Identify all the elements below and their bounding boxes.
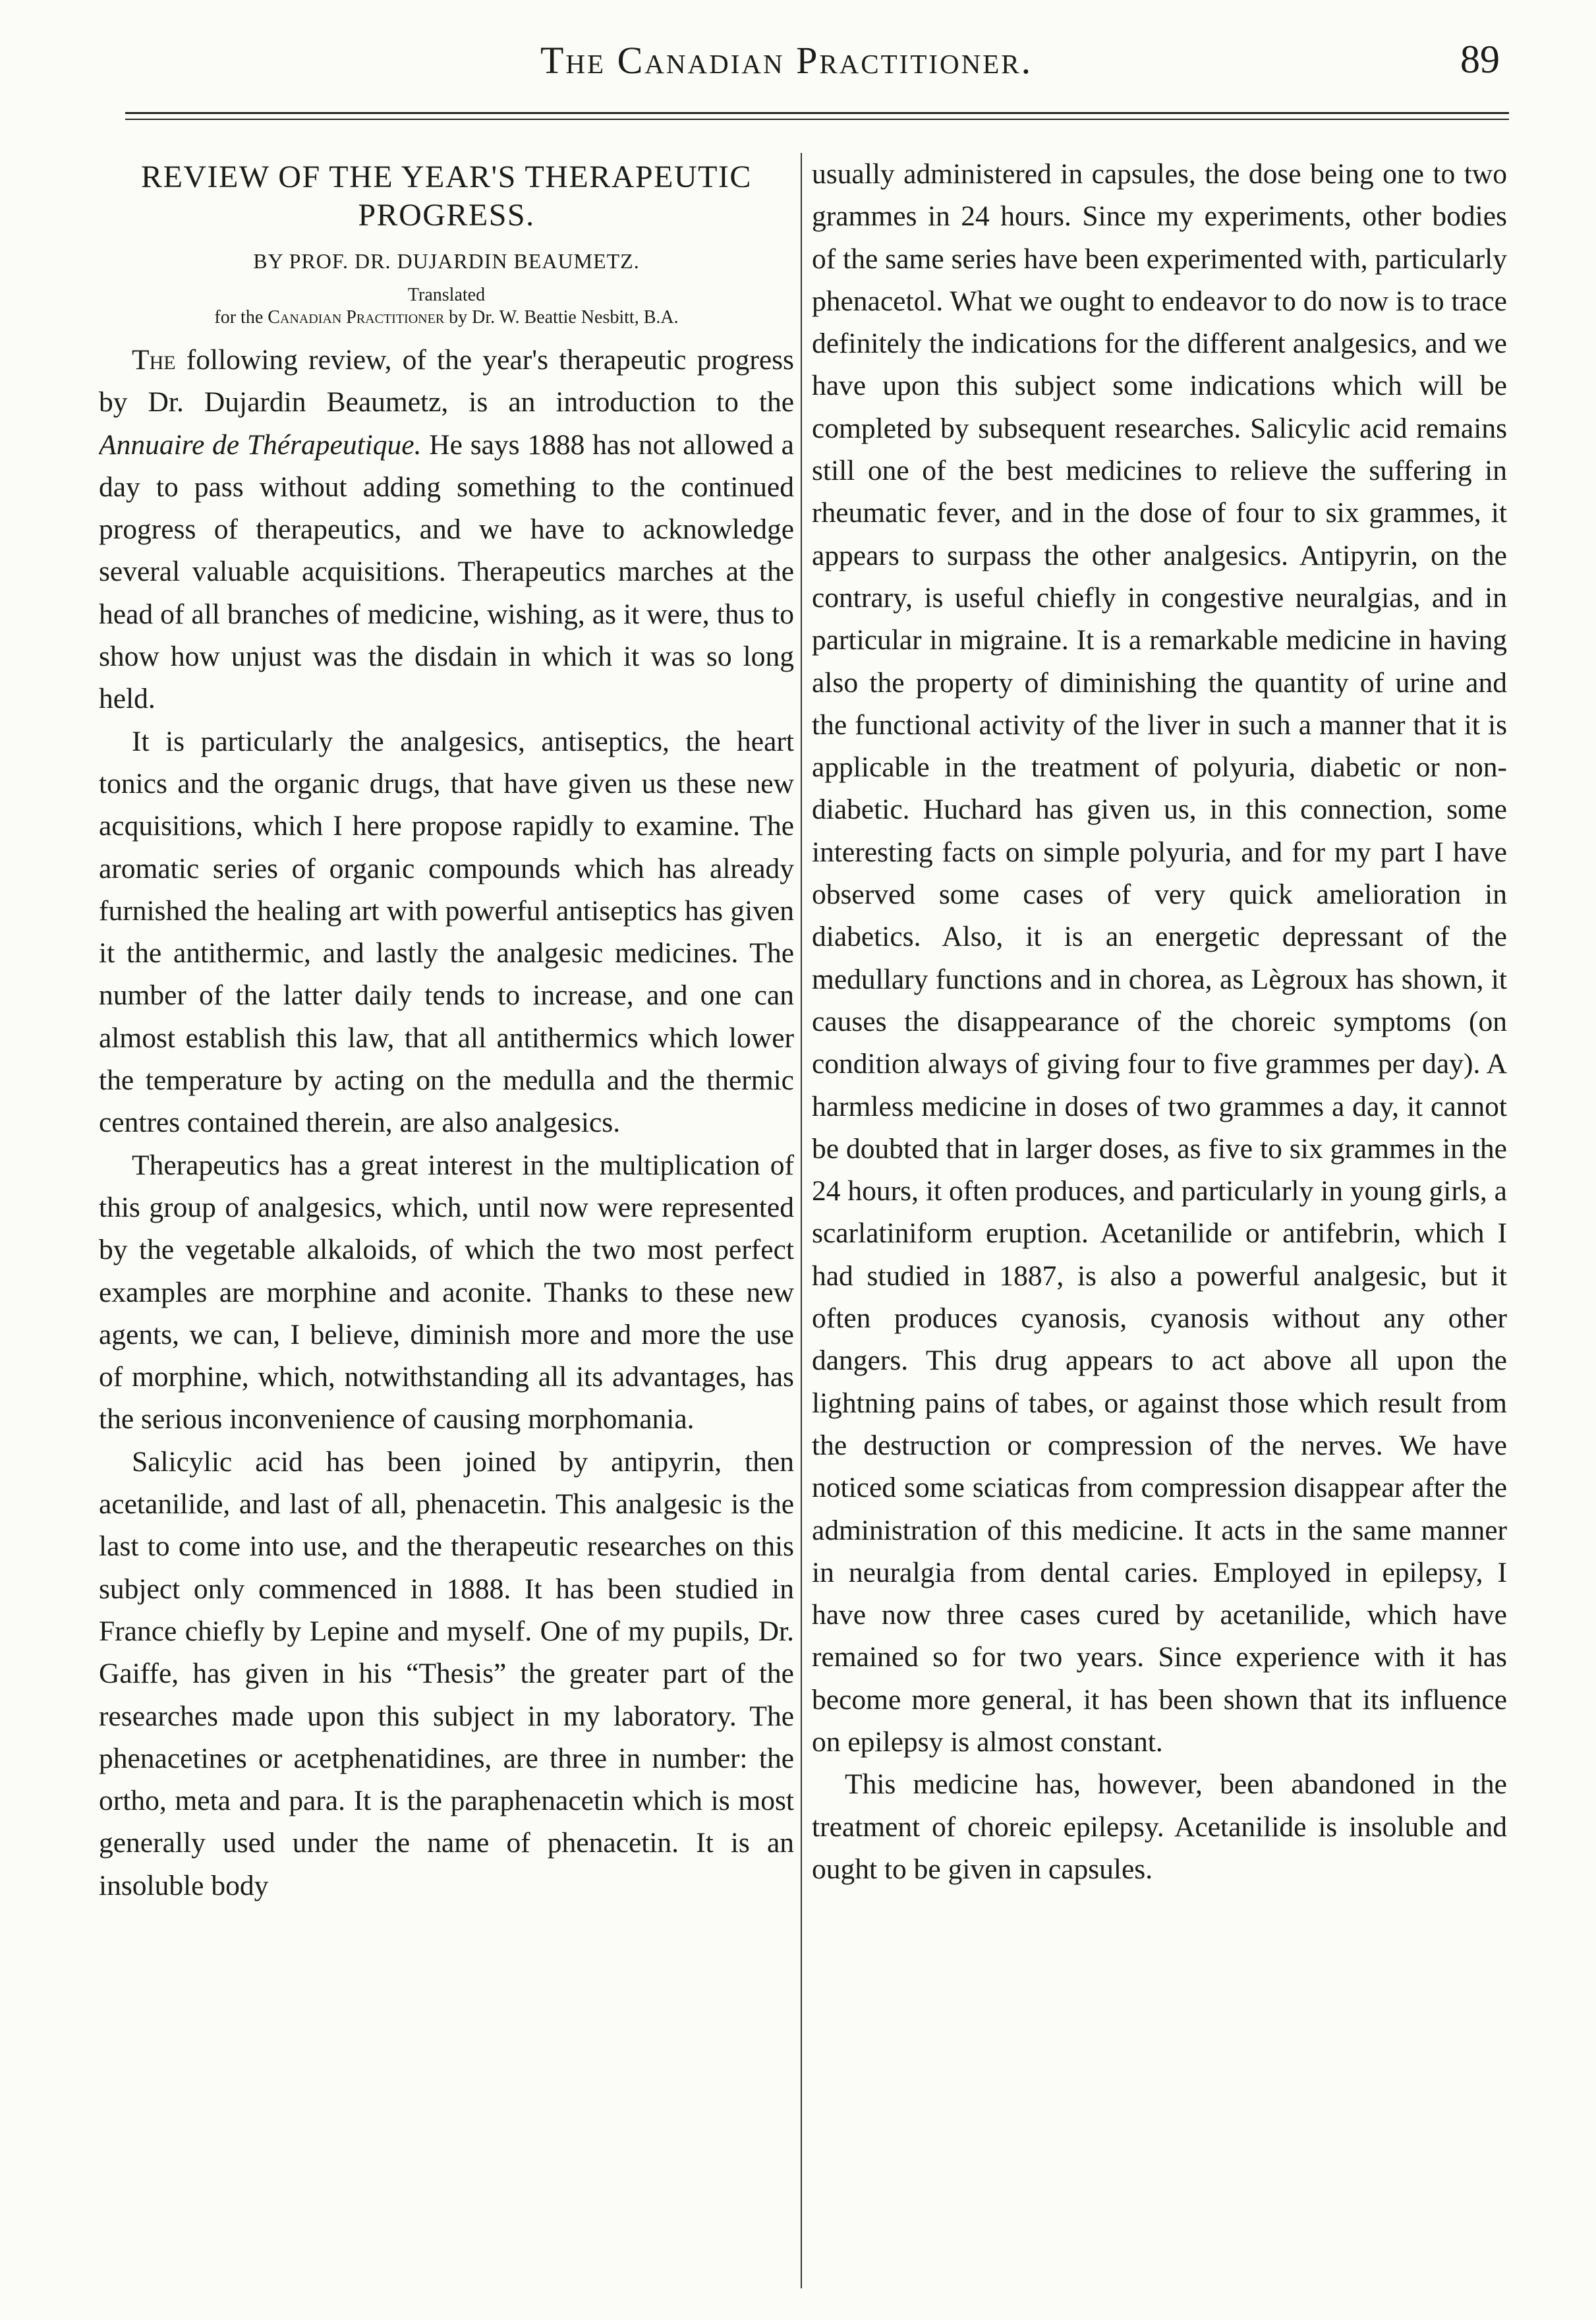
translated-journal: Canadian Practitioner <box>268 307 445 328</box>
header-rule-thick <box>125 112 1509 114</box>
header-rule-thin <box>125 119 1509 120</box>
right-column <box>812 153 1507 2302</box>
paragraph-1-text-a: following review, of the year's therapeutic progress by Dr. Dujardin Beaumetz, is an introduction to the <box>99 344 794 419</box>
left-column <box>99 153 794 2302</box>
translated-prefix: for the <box>214 307 264 328</box>
column-divider <box>801 153 802 2288</box>
paragraph-1-text-b: He says 1888 has not allowed a day to pass without adding something to the continued progress of therapeutics, and we have to acknowledge several valuable acquisitions. Therapeutics marches at the head of all branches of medicine, wishing, as it were, thus to show how unjust was the disdain in which it was so long held. <box>99 428 794 715</box>
translated-label: Translated <box>407 285 486 305</box>
running-head: The Canadian Practitioner. <box>540 39 1033 82</box>
paragraph-2: It is particularly the analgesics, antiseptics, the heart tonics and the organic drugs, that have given us these new acquisitions, which I here propose rapidly to examine. The aromatic series of organic compounds which has already furnished the healing art with powerful antiseptics has given it the antithermic, and lastly the analgesic medicines. The number of the latter daily tends to increase, and one can almost establish this law, that all antithermics which lower the temperature by acting on the medulla and the thermic centres contained therein, are also analgesics. <box>99 725 794 1139</box>
paragraph-1 <box>99 339 794 720</box>
paragraph-4: Salicylic acid has been joined by antipyrin, then acetanilide, and last of all, phenacetin. This analgesic is the last to come into use, and the therapeutic researches on this subject only commenced in 1888. It has been studied in France chiefly by Lepine and myself. One of my pupils, Dr. Gaiffe, has given in his “Thesis” the greater part of the researches made upon this subject in my laboratory. The phenacetines or acetphenatidines, are three in number: the ortho, meta and para. It is the paraphenacetin which is most generally used under the name of phenacetin. It is an insoluble body <box>99 1445 794 1901</box>
paragraph-3: Therapeutics has a great interest in the multiplication of this group of analgesics, which, until now were represented by the vegetable alkaloids, of which the two most perfect examples are morphine and aconite. Thanks to these new agents, we can, I believe, diminish more and more the use of morphine, which, notwithstanding all its advantages, has the serious inconvenience of causing morphomania. <box>99 1149 794 1436</box>
paragraph-5: usually administered in capsules, the dose being one to two grammes in 24 hours. Since my experiments, other bodies of the same series have been experimented with, particularly phenacetol. What we ought to endeavor to do now is to trace definitely the indications for the different analgesics, and we have upon this subject some indications which will be completed by subsequent researches. Salicylic acid remains still one of the best medicines to relieve the suffering in rheumatic fever, and in the dose of four to six grammes, it appears to surpass the other analgesics. Antipyrin, on the contrary, is useful chiefly in congestive neuralgias, and in particular in migraine. It is a remarkable medicine in having also the property of diminishing the quantity of urine and the functional activity of the liver in such a manner that it is applicable in the treatment of polyuria, diabetic or non-diabetic. Huchard has given us, in this connection, some interesting facts on simple polyuria, and for my part I have observed some cases of very quick amelioration in diabetics. Also, it is an energetic depressant of the medullary functions and in chorea, as Lègroux has shown, it causes the disappearance of the choreic symptoms (on condition always of giving four to five grammes per day). A harmless medicine in doses of two grammes a day, it cannot be doubted that in larger doses, as five to six grammes in the 24 hours, it often produces, and particularly in young girls, a scarlatiniform eruption. Acetanilide or antifebrin, which I had studied in 1887, is also a powerful analgesic, but it often produces cyanosis, cyanosis without any other dangers. This drug appears to act above all upon the lightning pains of tabes, or against those which result from the destruction or compression of the nerves. We have noticed some sciaticas from compression disappear after the administration of this medicine. It acts in the same manner in neuralgia from dental caries. Employed in epilepsy, I have now three cases cured by acetanilide, which have remained so for two years. Since experience with it has become more general, it has been shown that its influence on epilepsy is almost constant. <box>812 158 1507 1758</box>
article-title: REVIEW OF THE YEAR'S THERAPEUTIC PROGRESS. <box>141 160 752 233</box>
page-header <box>119 34 1509 107</box>
paragraph-6: This medicine has, however, been abandoned in the treatment of choreic epilepsy. Acetanilide is insoluble and ought to be given in capsules. <box>812 1768 1507 1885</box>
journal-title-italic: Annuaire de Thérapeutique. <box>99 428 422 461</box>
translated-by: by Dr. W. Beattie Nesbitt, B.A. <box>449 307 679 328</box>
translator-credit <box>99 306 794 330</box>
paragraph-1-lead: The <box>132 344 176 376</box>
page-number: 89 <box>1460 38 1500 81</box>
article-author: BY PROF. DR. DUJARDIN BEAUMETZ. <box>253 249 640 273</box>
